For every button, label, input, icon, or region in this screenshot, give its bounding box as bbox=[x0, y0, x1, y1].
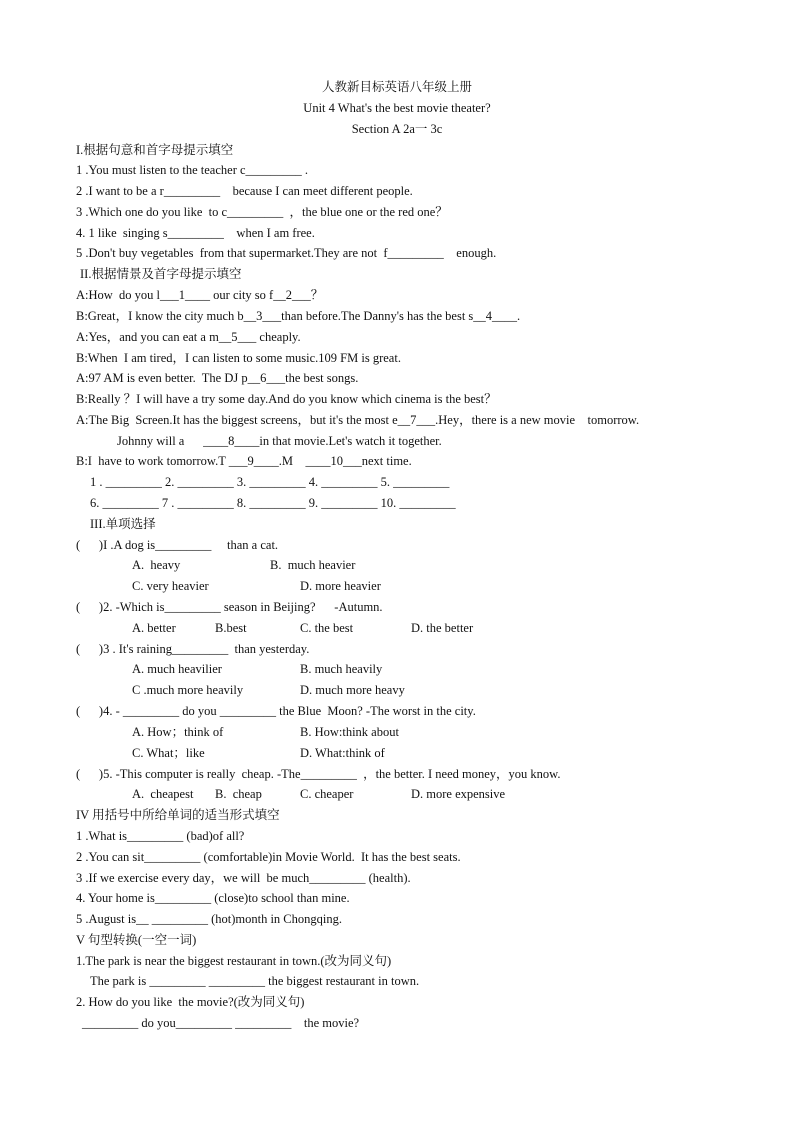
dialogue-line: A:The Big Screen.It has the biggest screens，but it's the most e__7___.Hey，there is a new movie tomorrow. bbox=[76, 413, 640, 427]
option-c: C. cheaper bbox=[300, 787, 354, 801]
option-b: B. How:think about bbox=[300, 725, 399, 739]
unit-title: Unit 4 What's the best movie theater? bbox=[303, 101, 491, 115]
answer-blanks-row: 6. _________ 7 . _________ 8. _________ 9. _________ 10. _________ bbox=[90, 496, 456, 510]
option-d: D. much more heavy bbox=[300, 683, 405, 697]
question-stem: ( )5. -This computer is really cheap. -The_________ ，the better. I need money，you know. bbox=[76, 767, 561, 781]
part5-heading: V 句型转换(一空一词) bbox=[76, 933, 197, 947]
part5-question: 1.The park is near the biggest restaurant in town.(改为同义句) bbox=[76, 954, 392, 968]
dialogue-line: B:When I am tired，I can listen to some music.109 FM is great. bbox=[76, 351, 401, 365]
question-stem: ( )3 . It's raining_________ than yesterday. bbox=[76, 642, 310, 656]
option-b: B. much heavily bbox=[300, 662, 383, 676]
part4-heading: IV 用括号中所给单词的适当形式填空 bbox=[76, 808, 280, 822]
part1-item: 2 .I want to be a r_________ because I can meet different people. bbox=[76, 184, 413, 198]
option-a: A. heavy bbox=[132, 558, 181, 572]
part2-heading: II.根据情景及首字母提示填空 bbox=[80, 267, 242, 281]
option-c: C. very heavier bbox=[132, 579, 209, 593]
part3-heading: III.单项选择 bbox=[90, 517, 156, 531]
part5-answer-line: The park is _________ _________ the biggest restaurant in town. bbox=[90, 974, 420, 988]
option-d: D. the better bbox=[411, 621, 474, 635]
option-d: D. What:think of bbox=[300, 746, 385, 760]
dialogue-line: B:Really ？I will have a try some day.And do you know which cinema is the best？ bbox=[76, 392, 497, 406]
question-stem: ( )I .A dog is_________ than a cat. bbox=[76, 538, 279, 552]
dialogue-line: B:Great，I know the city much b__3___than before.The Danny's has the best s__4____. bbox=[76, 309, 521, 323]
option-c: C. the best bbox=[300, 621, 354, 635]
option-b: B. cheap bbox=[215, 787, 262, 801]
part1-item: 3 .Which one do you like to c_________ ，the blue one or the red one？ bbox=[76, 205, 448, 219]
part4-item: 5 .August is__ _________ (hot)month in Chongqing. bbox=[76, 912, 342, 926]
part1-heading: I.根据句意和首字母提示填空 bbox=[76, 143, 234, 157]
dialogue-line: A:How do you l___1____ our city so f__2___？ bbox=[76, 288, 324, 302]
option-a: A. better bbox=[132, 621, 176, 635]
part4-item: 4. Your home is_________ (close)to school than mine. bbox=[76, 891, 350, 905]
dialogue-line: B:I have to work tomorrow.T ___9____.M ____10___next time. bbox=[76, 454, 412, 468]
part5-question: 2. How do you like the movie?(改为同义句) bbox=[76, 995, 305, 1009]
worksheet-title: 人教新目标英语八年级上册 bbox=[321, 80, 472, 94]
dialogue-line: Johnny will a ____8____in that movie.Let's watch it together. bbox=[117, 434, 442, 448]
part1-item: 1 .You must listen to the teacher c_________ . bbox=[76, 163, 309, 177]
part4-item: 1 .What is_________ (bad)of all? bbox=[76, 829, 245, 843]
dialogue-line: A:Yes，and you can eat a m__5___ cheaply. bbox=[76, 330, 301, 344]
answer-blanks-row: 1 . _________ 2. _________ 3. _________ 4. _________ 5. _________ bbox=[90, 475, 450, 489]
option-a: A. much heavilier bbox=[132, 662, 222, 676]
dialogue-line: A:97 AM is even better. The DJ p__6___the best songs. bbox=[76, 371, 359, 385]
option-d: D. more expensive bbox=[411, 787, 506, 801]
option-b: B. much heavier bbox=[270, 558, 356, 572]
option-a: A. cheapest bbox=[132, 787, 194, 801]
option-c: C. What；like bbox=[132, 746, 205, 760]
option-b: B.best bbox=[215, 621, 247, 635]
part5-answer-line: _________ do you_________ _________ the movie? bbox=[82, 1016, 360, 1030]
part1-item: 5 .Don't buy vegetables from that supermarket.They are not f_________ enough. bbox=[76, 246, 497, 260]
part1-item: 4. 1 like singing s_________ when I am free. bbox=[76, 226, 315, 240]
part4-item: 3 .If we exercise every day，we will be much_________ (health). bbox=[76, 871, 411, 885]
question-stem: ( )4. - _________ do you _________ the Blue Moon? -The worst in the city. bbox=[76, 704, 476, 718]
option-a: A. How；think of bbox=[132, 725, 224, 739]
question-stem: ( )2. -Which is_________ season in Beijing? -Autumn. bbox=[76, 600, 383, 614]
part4-item: 2 .You can sit_________ (comfortable)in Movie World. It has the best seats. bbox=[76, 850, 461, 864]
section-title: Section A 2a一 3c bbox=[351, 122, 443, 136]
option-c: C .much more heavily bbox=[132, 683, 244, 697]
option-d: D. more heavier bbox=[300, 579, 381, 593]
